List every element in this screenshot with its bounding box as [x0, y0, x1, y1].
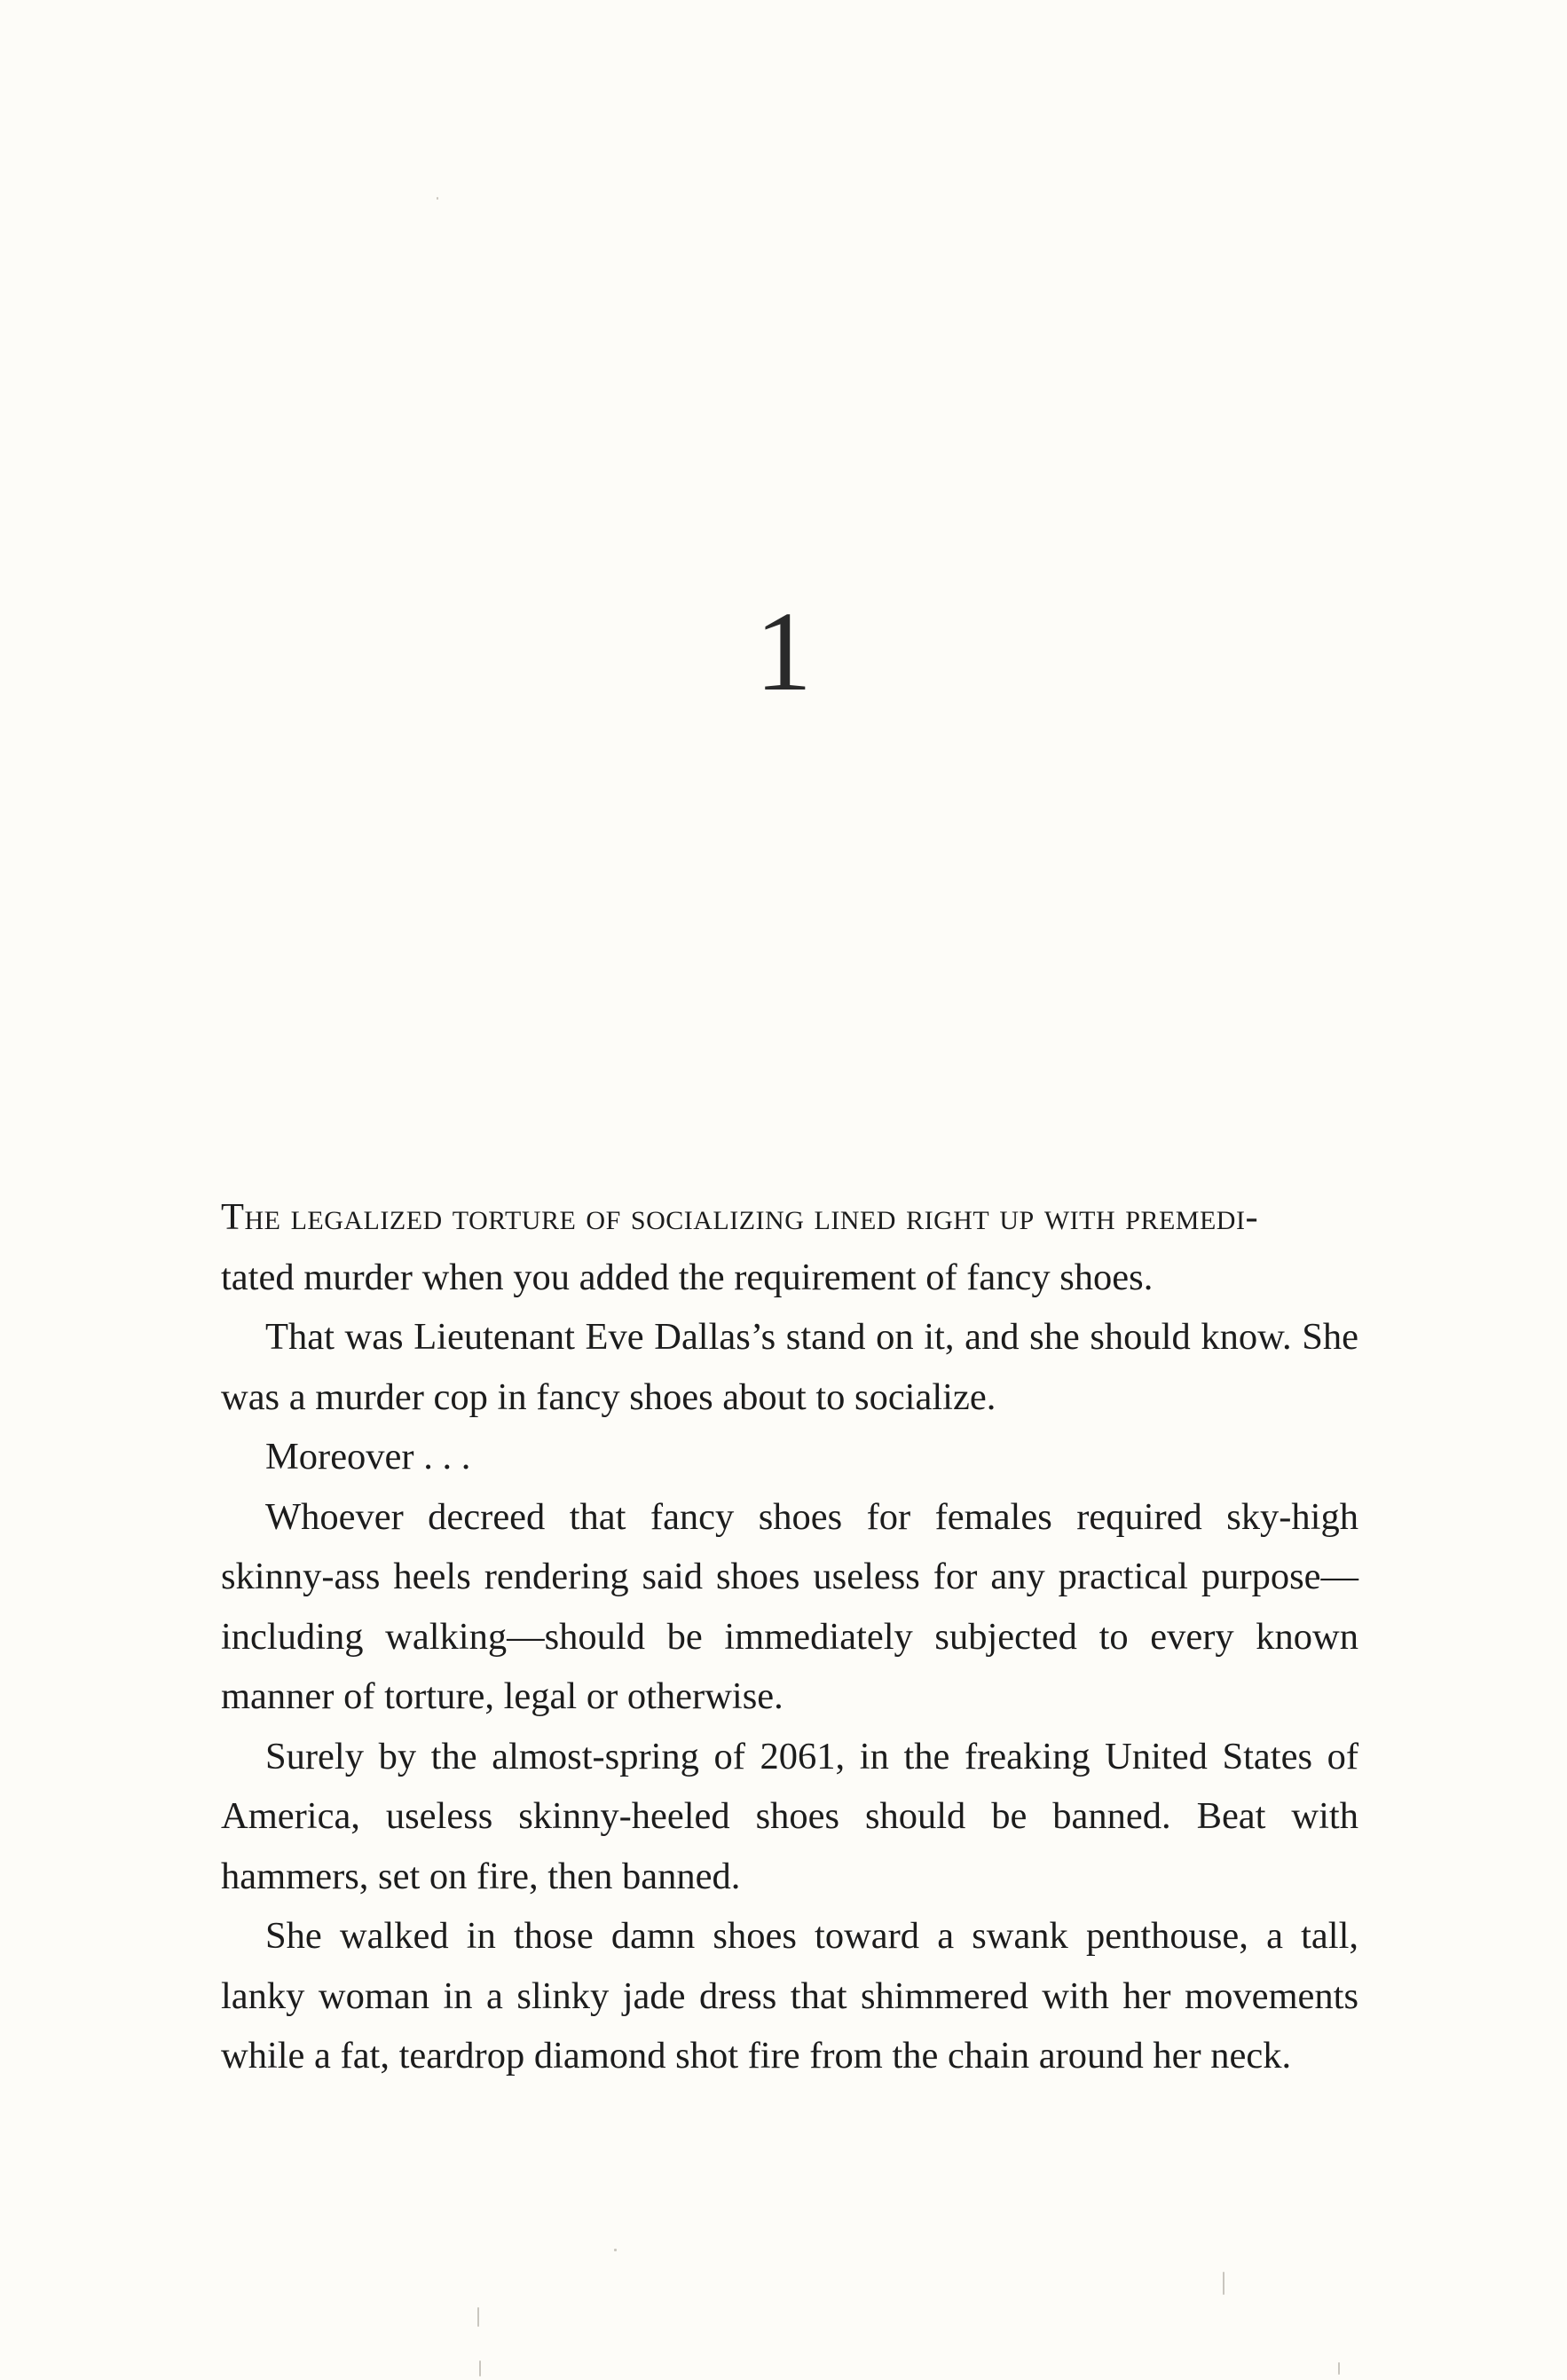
- paragraph-5: Surely by the almost-spring of 2061, in the freaking United States of America, useless skinny-heeled shoes should be banned. Beat with hammers, set on fire, then banned.: [221, 1735, 1358, 1897]
- opening-rest-text: tated murder when you added the requirement of fancy shoes.: [221, 1256, 1154, 1298]
- speck: [437, 197, 438, 200]
- speck: [479, 2360, 481, 2376]
- speck: [477, 2307, 479, 2327]
- paragraph-opening: [221, 1187, 1358, 1307]
- speck: [1223, 2272, 1224, 2295]
- opening-smallcaps-text: The legalized torture of socializing lined right up with premedi-: [221, 1196, 1259, 1238]
- paragraph-4: Whoever decreed that fancy shoes for females required sky-high skinny-ass heels rendering said shoes useless for any practical purpose—including walking—should be immediately subjected to every known manner of torture, legal or otherwise.: [221, 1495, 1358, 1717]
- paragraph-2: That was Lieutenant Eve Dallas’s stand on it, and she should know. She was a murder cop in fancy shoes about to socialize.: [221, 1316, 1358, 1418]
- chapter-body: [221, 1187, 1358, 2086]
- paragraph-3: Moreover . . .: [265, 1436, 471, 1478]
- speck: [1338, 2362, 1340, 2375]
- paragraph-6: She walked in those damn shoes toward a swank penthouse, a tall, lanky woman in a slinky jade dress that shimmered with her movements while a fat, teardrop diamond shot fire from the chain around her neck.: [221, 1915, 1358, 2077]
- speck: [614, 2249, 617, 2251]
- chapter-number: 1: [755, 588, 812, 714]
